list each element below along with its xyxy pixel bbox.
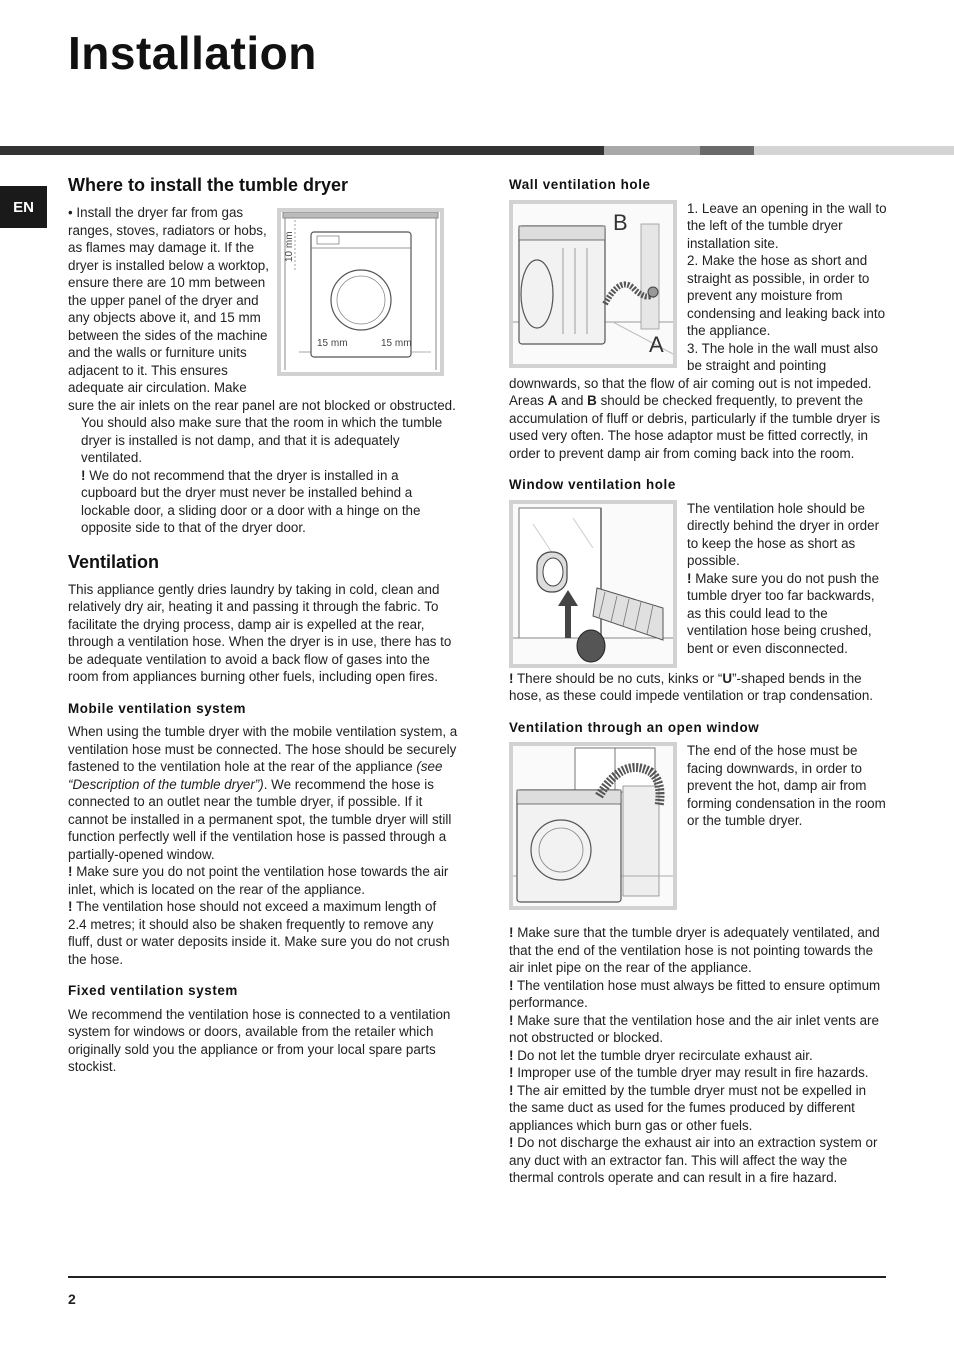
ventilation-intro: This appliance gently dries laundry by taking in cold, clean and relatively dry air, heating it and passing it through the fabric. To facilitate the drying process, damp air is expelled at the rear, through a ventilation hose. When the dryer is in use, there has to be adequate ventilation to avoid a back flow of gases into the room from appliances burning other fuels, including open fires. [68,581,452,684]
window-p3-text-a: There should be no cuts, kinks or “ [516,670,723,686]
warning-mark: ! [509,1047,514,1063]
clearance-diagram [281,212,440,372]
header-stripe-light [754,146,954,155]
warning-mark: ! [687,570,692,586]
wall-hole-illustration [513,204,673,364]
wall-p4-and: and [557,393,588,408]
warning-text: The ventilation hose must always be fitted to ensure optimum performance. [509,977,881,1010]
header-stripe-mid [604,146,700,155]
left-column [68,174,458,1076]
warning-item [509,1012,887,1047]
mobile-p3-text: The ventilation hose should not exceed a maximum length of 2.4 metres; it should also be shaken frequently to remove any fluff, dust or water deposits inside it. Make sure you do not crush the hose. [68,899,450,967]
warning-text: Do not discharge the exhaust air into an extraction system or any duct with an extractor fan. This will affect the way the thermal controls operate and can result in a fire hazard. [509,1135,878,1185]
warning-text: Improper use of the tumble dryer may result in fire hazards. [517,1065,869,1080]
window-hole-heading: Window ventilation hole [509,477,676,492]
clearance-label-left: 15 mm [317,338,348,349]
wall-hole-p2: 2. Make the hose as short and straight as possible, in order to prevent any moisture from condensing and leaking back into the appliance. [687,253,886,338]
fixed-ventilation-p1: We recommend the ventilation hose is connected to a ventilation system for windows or doors, available from the retailer which originally sold you the appliance or from your local spare parts stockist. [68,1006,451,1074]
header-stripe-dark-short [700,146,754,155]
wall-p4-text-a: Areas [509,393,548,408]
mobile-ventilation-p3 [68,898,458,968]
area-a-label: A [547,393,558,408]
clearance-label-right: 15 mm [381,338,412,349]
mobile-p1-text-a: When using the tumble dryer with the mobile ventilation system, a ventilation hose must be connected. The hose should be securely fastened to the ventilation hole at the rear of the appliance [68,724,458,774]
where-to-install-p1: • Install the dryer far from gas ranges, stoves, radiators or hobs, as flames may damage it. If the dryer is installed below a worktop, ensure there are 10 mm between the upper panel of the dryer and any objects above it, and 15 mm between the sides of the machine and the walls or furniture units adjacent to it. This ensures adequate air circulation. Make sure the air inlets on the rear panel are not blocked or obstructed. [68,205,456,413]
fixed-ventilation-heading: Fixed ventilation system [68,983,238,998]
warning-mark: ! [81,467,86,483]
warning-mark: ! [68,864,73,879]
window-p2-text: Make sure you do not push the tumble dryer too far backwards, as this could lead to the ventilation hose being crushed, bent or even disconnected. [687,570,880,656]
wall-hole-p3: 3. The hole in the wall must also be straight and pointing downwards, so that the flow of air coming out is not impeded. [509,340,879,391]
window-hole-illustration [513,504,673,664]
warning-item [509,1064,887,1082]
footer-rule [68,1276,886,1278]
wall-hole-p4 [509,392,887,462]
where-to-install-p2: You should also make sure that the room in which the tumble dryer is installed is not damp, and that it is adequately ventilated. [81,415,443,465]
warning-mark: ! [509,977,514,993]
window-hole-p1: The ventilation hole should be directly behind the dryer in order to keep the hose as short as possible. [687,500,880,568]
warnings-list [509,924,887,1187]
mobile-ventilation-heading: Mobile ventilation system [68,700,246,716]
clearance-figure [277,208,444,376]
warning-mark: ! [509,925,514,940]
mobile-p1-reference: (see “Description of the tumble dryer”) [68,759,443,792]
window-hole-p3 [509,670,887,705]
mobile-ventilation-p1 [68,723,458,863]
warning-mark: ! [509,1065,514,1080]
open-window-heading: Ventilation through an open window [509,719,760,735]
warning-item [509,924,887,977]
wall-hole-figure [509,200,677,368]
where-to-install-p3 [68,467,458,537]
window-p3-text-b: ”-shaped bends in the hose, as these could impede ventilation or trap condensation. [509,670,874,703]
area-b-label: B [587,393,597,408]
warning-item [509,1082,887,1135]
clearance-label-top: 10 mm [284,231,295,262]
page-title: Installation [68,27,317,79]
warning-item [509,1134,887,1187]
mobile-p1-text-b: . We recommend the hose is connected to an outlet near the tumble dryer, if possible. If it cannot be installed in a permanent spot, the tumble dryer will still function perfectly well if the ventilation hose is passed through a partially-opened window. [68,776,452,862]
header-stripe-dark [0,146,604,155]
wall-hole-p1: 1. Leave an opening in the wall to the left of the tumble dryer installation site. [687,200,887,251]
open-window-figure [509,742,677,910]
ventilation-heading: Ventilation [68,551,160,572]
wall-hole-label-a: A [649,331,664,357]
page-number: 2 [68,1291,76,1307]
warning-mark: ! [509,1082,514,1098]
wall-hole-label-b: B [613,209,628,235]
right-column [509,176,887,1187]
warning-mark: ! [509,1135,514,1150]
open-window-illustration [513,746,673,906]
warning-text: The air emitted by the tumble dryer must not be expelled in the same duct as used for the fumes produced by different appliances which burn gas or other fuels. [509,1082,867,1133]
wall-hole-heading: Wall ventilation hole [509,177,651,192]
warning-text: Make sure that the tumble dryer is adequately ventilated, and that the end of the ventilation hose is not pointing towards the air inlet pipe on the rear of the appliance. [509,925,880,975]
wall-p4-text-b: should be checked frequently, to prevent the accumulation of fluff or debris, particularly if the tumble dryer is used very often. The hose adaptor must be fitted correctly, in order to prevent damp air from coming back into the room. [509,393,881,461]
u-bend-label: U [722,670,733,686]
mobile-ventilation-p2 [68,863,458,898]
where-to-install-p3-text: We do not recommend that the dryer is installed in a cupboard but the dryer must never be installed behind a lockable door, a sliding door or a door with a hinge on the opposite side to that of the dryer door. [81,467,421,535]
warning-mark: ! [509,670,514,686]
open-window-p1: The end of the hose must be facing downwards, in order to prevent the hot, damp air from forming condensation in the room or the tumble dryer. [687,743,886,828]
warning-item [509,977,887,1012]
window-hole-figure [509,500,677,668]
warning-text: Do not let the tumble dryer recirculate exhaust air. [517,1047,813,1063]
warning-item [509,1047,887,1065]
warning-mark: ! [68,899,73,914]
warning-text: Make sure that the ventilation hose and the air inlet vents are not obstructed or blocked. [509,1012,879,1045]
warning-mark: ! [509,1012,514,1028]
mobile-p2-text: Make sure you do not point the ventilation hose towards the air inlet, which is located on the rear of the appliance. [68,864,449,897]
language-tab: EN [0,186,47,228]
where-to-install-heading: Where to install the tumble dryer [68,175,349,195]
